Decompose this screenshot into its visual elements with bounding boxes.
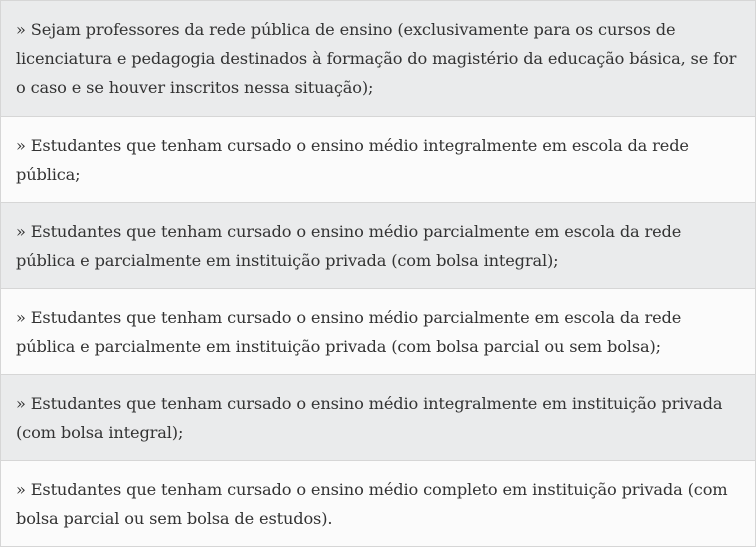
table-row — [1, 0, 755, 116]
criterion-text: » Estudantes que tenham cursado o ensino médio parcialmente em escola da rede pública e parcialmente em instituição privada (com bolsa integral); — [16, 222, 682, 270]
criterion-text: » Sejam professores da rede pública de ensino (exclusivamente para os cursos de licenciatura e pedagogia destinados à formação do magistério da educação básica, se for o caso e se houver inscritos nessa situação); — [16, 20, 737, 97]
table-row — [1, 460, 755, 547]
table-row — [1, 374, 755, 460]
criterion-text: » Estudantes que tenham cursado o ensino médio integralmente em instituição privada (com bolsa integral); — [16, 394, 723, 442]
criterion-text: » Estudantes que tenham cursado o ensino médio parcialmente em escola da rede pública e parcialmente em instituição privada (com bolsa parcial ou sem bolsa); — [16, 308, 682, 356]
criterion-text: » Estudantes que tenham cursado o ensino médio integralmente em escola da rede pública; — [16, 136, 689, 184]
criterion-text: » Estudantes que tenham cursado o ensino médio completo em instituição privada (com bolsa parcial ou sem bolsa de estudos). — [16, 480, 728, 528]
table-row — [1, 202, 755, 288]
table-row — [1, 116, 755, 202]
table-row — [1, 288, 755, 374]
